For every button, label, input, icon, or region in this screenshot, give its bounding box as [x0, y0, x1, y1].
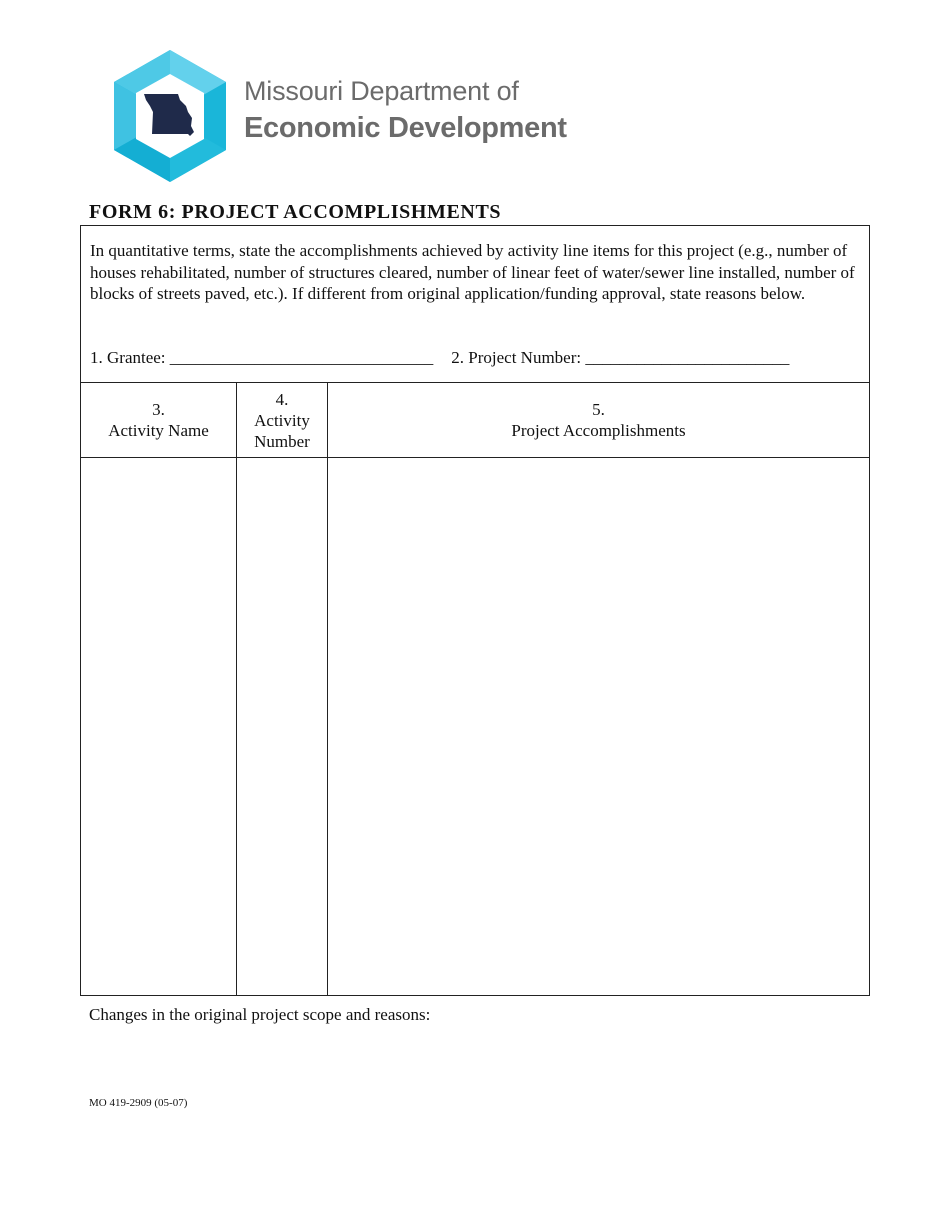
form-code: MO 419-2909 (05-07) — [89, 1097, 188, 1109]
instructions-text: In quantitative terms, state the accomplishments achieved by activity line items for this project (e.g., number of houses rehabilitated, number of structures cleared, number of linear feet of water/sewer line installed, number of blocks of streets paved, etc.). If different from original application/funding approval, state reasons below. — [90, 241, 855, 303]
accomplishments-form-frame — [80, 225, 870, 996]
org-name-line2: Economic Development — [244, 112, 567, 144]
project-accomplishments-entry-area[interactable] — [328, 458, 869, 995]
column-label: Activity Name — [108, 421, 209, 440]
org-name-line1: Missouri Department of — [244, 76, 519, 106]
column-label: Activity Number — [254, 410, 310, 451]
column-header-activity-number — [237, 383, 327, 457]
project-number-field[interactable]: 2. Project Number: ________________________ — [451, 348, 790, 367]
column-header-activity-name — [81, 383, 236, 457]
column-number: 5. — [592, 400, 605, 419]
activity-number-entry-area[interactable] — [237, 458, 327, 995]
column-header-project-accomplishments — [328, 383, 869, 457]
changes-label: Changes in the original project scope and reasons: — [89, 1005, 431, 1024]
hexagon-state-logo-icon — [108, 48, 232, 184]
mo-ded-logo — [108, 48, 578, 184]
column-label: Project Accomplishments — [511, 421, 686, 440]
form-title: FORM 6: PROJECT ACCOMPLISHMENTS — [89, 201, 502, 223]
column-number: 3. — [152, 400, 165, 419]
column-number: 4. — [275, 389, 289, 409]
grantee-field[interactable]: 1. Grantee: _______________________________ — [90, 348, 434, 367]
header-fields — [90, 348, 789, 368]
activity-name-entry-area[interactable] — [81, 458, 236, 995]
